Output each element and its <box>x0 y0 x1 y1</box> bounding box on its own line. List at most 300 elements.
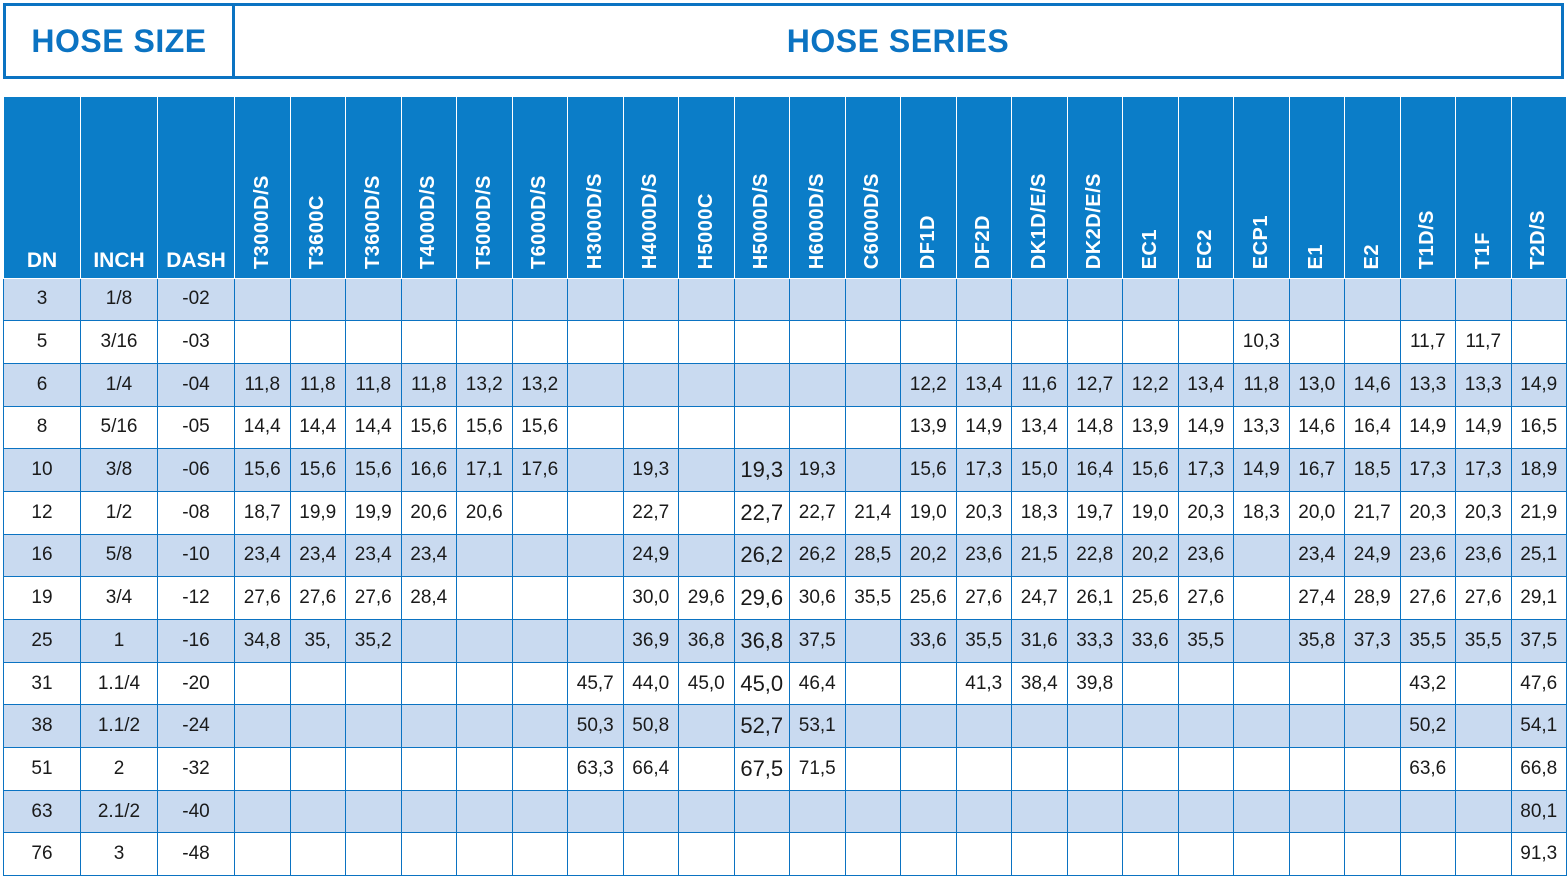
table-cell: 27,6 <box>956 577 1012 620</box>
table-cell <box>956 321 1012 364</box>
table-cell <box>401 321 457 364</box>
table-cell <box>1067 705 1123 748</box>
cell-dash: -24 <box>158 705 235 748</box>
table-cell <box>568 321 624 364</box>
table-cell: 14,9 <box>1511 363 1567 406</box>
table-cell: 35,5 <box>956 620 1012 663</box>
table-cell <box>235 321 291 364</box>
table-cell <box>235 278 291 321</box>
table-row <box>4 406 1567 449</box>
table-cell: 27,4 <box>1289 577 1345 620</box>
table-cell <box>901 662 957 705</box>
table-cell: 11,7 <box>1400 321 1456 364</box>
table-cell <box>568 534 624 577</box>
table-cell: 14,4 <box>290 406 346 449</box>
series-header-label: H5000C <box>694 193 717 270</box>
cell-inch: 3 <box>81 833 158 876</box>
column-header-series <box>901 97 957 278</box>
table-cell <box>568 790 624 833</box>
table-cell: 35, <box>290 620 346 663</box>
table-cell: 14,9 <box>1400 406 1456 449</box>
table-cell <box>457 705 513 748</box>
table-cell <box>1123 833 1179 876</box>
table-cell: 22,7 <box>623 491 679 534</box>
column-header-series <box>235 97 291 278</box>
column-header-series <box>1234 97 1290 278</box>
table-cell <box>568 577 624 620</box>
table-cell <box>734 278 790 321</box>
table-cell <box>1123 321 1179 364</box>
table-cell <box>1289 278 1345 321</box>
table-cell <box>623 833 679 876</box>
cell-dn: 19 <box>4 577 81 620</box>
column-header-dash: DASH <box>158 97 235 278</box>
table-cell <box>568 491 624 534</box>
table-cell <box>1511 321 1567 364</box>
table-cell <box>1234 577 1290 620</box>
table-cell: 11,8 <box>346 363 402 406</box>
column-header-series <box>1178 97 1234 278</box>
column-header-series <box>346 97 402 278</box>
table-cell: 28,9 <box>1345 577 1401 620</box>
table-cell <box>346 321 402 364</box>
table-cell: 27,6 <box>1178 577 1234 620</box>
table-cell: 18,9 <box>1511 449 1567 492</box>
table-cell <box>1400 278 1456 321</box>
table-cell: 27,6 <box>1456 577 1512 620</box>
table-cell <box>1289 790 1345 833</box>
table-cell: 15,6 <box>290 449 346 492</box>
table-cell <box>1289 662 1345 705</box>
table-cell: 30,0 <box>623 577 679 620</box>
series-header-label: H4000D/S <box>639 173 662 270</box>
table-cell <box>901 790 957 833</box>
table-cell <box>1234 748 1290 791</box>
table-cell: 43,2 <box>1400 662 1456 705</box>
table-cell: 23,4 <box>1289 534 1345 577</box>
cell-dash: -06 <box>158 449 235 492</box>
series-header-label: T1F <box>1471 232 1494 270</box>
table-cell <box>1012 833 1068 876</box>
table-row <box>4 833 1567 876</box>
series-header-label: T4000D/S <box>417 175 440 270</box>
table-cell <box>623 363 679 406</box>
series-header-label: E2 <box>1360 244 1383 270</box>
table-cell <box>512 321 568 364</box>
table-cell <box>1123 705 1179 748</box>
table-cell <box>457 833 513 876</box>
cell-dn: 38 <box>4 705 81 748</box>
table-cell: 47,6 <box>1511 662 1567 705</box>
table-cell: 19,0 <box>901 491 957 534</box>
title-bar <box>3 3 1564 79</box>
table-cell <box>1123 662 1179 705</box>
table-cell <box>623 406 679 449</box>
table-cell <box>346 748 402 791</box>
table-cell: 66,4 <box>623 748 679 791</box>
table-cell <box>679 491 735 534</box>
column-header-inch: INCH <box>81 97 158 278</box>
series-header-label: T1D/S <box>1416 210 1439 270</box>
table-cell: 30,6 <box>790 577 846 620</box>
cell-dn: 10 <box>4 449 81 492</box>
table-row <box>4 748 1567 791</box>
table-cell: 13,3 <box>1234 406 1290 449</box>
table-cell: 16,7 <box>1289 449 1345 492</box>
table-cell <box>457 577 513 620</box>
table-cell: 23,6 <box>1456 534 1512 577</box>
table-cell: 36,8 <box>734 620 790 663</box>
table-cell: 23,4 <box>346 534 402 577</box>
series-header-label: H5000D/S <box>750 173 773 270</box>
column-header-series <box>845 97 901 278</box>
table-cell: 17,3 <box>1400 449 1456 492</box>
table-cell: 17,1 <box>457 449 513 492</box>
series-header-label: T3000D/S <box>250 175 273 270</box>
table-cell: 15,6 <box>401 406 457 449</box>
table-cell: 17,6 <box>512 449 568 492</box>
column-header-series <box>1012 97 1068 278</box>
table-cell: 19,3 <box>623 449 679 492</box>
table-cell: 24,9 <box>623 534 679 577</box>
table-cell <box>790 278 846 321</box>
series-header-label: EC1 <box>1138 229 1161 270</box>
cell-dash: -32 <box>158 748 235 791</box>
column-header-series <box>734 97 790 278</box>
table-cell <box>1400 833 1456 876</box>
table-cell <box>845 406 901 449</box>
table-cell: 18,7 <box>235 491 291 534</box>
cell-dn: 16 <box>4 534 81 577</box>
table-cell <box>1123 278 1179 321</box>
table-cell: 11,8 <box>235 363 291 406</box>
table-cell: 36,8 <box>679 620 735 663</box>
table-cell <box>790 321 846 364</box>
table-cell <box>1345 705 1401 748</box>
table-cell <box>1067 833 1123 876</box>
cell-dash: -02 <box>158 278 235 321</box>
table-cell <box>623 278 679 321</box>
table-cell <box>956 705 1012 748</box>
table-cell: 45,0 <box>734 662 790 705</box>
table-cell: 19,3 <box>790 449 846 492</box>
table-cell <box>235 705 291 748</box>
cell-dash: -03 <box>158 321 235 364</box>
cell-dn: 5 <box>4 321 81 364</box>
table-cell <box>512 705 568 748</box>
table-cell: 14,8 <box>1067 406 1123 449</box>
table-row <box>4 278 1567 321</box>
table-row <box>4 363 1567 406</box>
series-header-label: E1 <box>1305 244 1328 270</box>
table-cell: 13,9 <box>1123 406 1179 449</box>
table-row <box>4 577 1567 620</box>
table-cell <box>901 321 957 364</box>
table-cell <box>1067 790 1123 833</box>
table-row <box>4 662 1567 705</box>
column-header-series <box>679 97 735 278</box>
cell-dash: -08 <box>158 491 235 534</box>
table-cell <box>1012 748 1068 791</box>
table-cell <box>1456 705 1512 748</box>
table-cell: 11,8 <box>290 363 346 406</box>
table-cell: 18,3 <box>1012 491 1068 534</box>
table-cell: 18,3 <box>1234 491 1290 534</box>
table-cell <box>457 321 513 364</box>
table-cell: 13,2 <box>512 363 568 406</box>
series-header-label: T2D/S <box>1527 210 1550 270</box>
table-cell <box>1456 833 1512 876</box>
table-cell <box>679 406 735 449</box>
table-cell <box>956 790 1012 833</box>
table-cell <box>845 705 901 748</box>
table-cell: 13,3 <box>1400 363 1456 406</box>
series-header-label: C6000D/S <box>861 173 884 270</box>
table-cell <box>1289 748 1345 791</box>
table-cell: 50,3 <box>568 705 624 748</box>
cell-dash: -40 <box>158 790 235 833</box>
table-cell <box>401 278 457 321</box>
table-cell: 36,9 <box>623 620 679 663</box>
table-cell: 21,9 <box>1511 491 1567 534</box>
column-header-series <box>790 97 846 278</box>
table-cell: 27,6 <box>290 577 346 620</box>
table-cell: 23,4 <box>235 534 291 577</box>
cell-dash: -20 <box>158 662 235 705</box>
table-cell: 24,7 <box>1012 577 1068 620</box>
table-cell <box>734 833 790 876</box>
table-cell: 50,8 <box>623 705 679 748</box>
table-cell <box>1345 321 1401 364</box>
table-cell: 23,4 <box>290 534 346 577</box>
table-cell <box>1178 790 1234 833</box>
table-cell: 14,6 <box>1345 363 1401 406</box>
table-cell: 15,0 <box>1012 449 1068 492</box>
table-cell <box>512 662 568 705</box>
table-cell <box>457 620 513 663</box>
table-cell <box>679 790 735 833</box>
table-cell: 20,3 <box>1400 491 1456 534</box>
table-cell <box>1123 790 1179 833</box>
table-cell <box>790 363 846 406</box>
table-cell <box>956 278 1012 321</box>
table-cell <box>1456 790 1512 833</box>
table-cell: 27,6 <box>235 577 291 620</box>
table-row <box>4 705 1567 748</box>
table-cell: 29,6 <box>734 577 790 620</box>
table-cell <box>346 833 402 876</box>
table-row <box>4 449 1567 492</box>
table-cell <box>401 620 457 663</box>
table-cell: 27,6 <box>346 577 402 620</box>
series-header-label: T6000D/S <box>528 175 551 270</box>
cell-inch: 2.1/2 <box>81 790 158 833</box>
table-cell <box>845 278 901 321</box>
table-cell: 14,4 <box>235 406 291 449</box>
table-cell <box>901 705 957 748</box>
table-cell <box>457 662 513 705</box>
table-cell <box>401 705 457 748</box>
table-cell <box>790 833 846 876</box>
hose-size-title: HOSE SIZE <box>6 6 235 76</box>
table-cell <box>1345 790 1401 833</box>
table-cell: 37,5 <box>1511 620 1567 663</box>
table-cell: 16,4 <box>1067 449 1123 492</box>
table-cell: 34,8 <box>235 620 291 663</box>
cell-dn: 8 <box>4 406 81 449</box>
table-cell: 20,0 <box>1289 491 1345 534</box>
hose-size-table <box>3 97 1567 876</box>
table-cell <box>512 278 568 321</box>
table-row <box>4 620 1567 663</box>
table-cell <box>1345 748 1401 791</box>
cell-dn: 63 <box>4 790 81 833</box>
table-cell: 63,6 <box>1400 748 1456 791</box>
table-cell <box>845 662 901 705</box>
table-cell <box>1178 321 1234 364</box>
table-cell: 23,6 <box>1178 534 1234 577</box>
table-cell: 21,5 <box>1012 534 1068 577</box>
cell-inch: 3/4 <box>81 577 158 620</box>
table-cell <box>1178 748 1234 791</box>
table-cell: 46,4 <box>790 662 846 705</box>
table-cell <box>1456 748 1512 791</box>
table-cell <box>568 278 624 321</box>
cell-dn: 25 <box>4 620 81 663</box>
table-cell: 15,6 <box>901 449 957 492</box>
table-cell <box>679 321 735 364</box>
table-cell <box>845 449 901 492</box>
table-cell: 35,5 <box>1400 620 1456 663</box>
table-cell <box>734 406 790 449</box>
cell-dn: 12 <box>4 491 81 534</box>
table-cell <box>679 449 735 492</box>
series-header-label: DK2D/E/S <box>1083 173 1106 270</box>
table-cell: 50,2 <box>1400 705 1456 748</box>
table-cell <box>290 790 346 833</box>
table-cell: 41,3 <box>956 662 1012 705</box>
table-cell: 14,6 <box>1289 406 1345 449</box>
table-cell <box>346 705 402 748</box>
table-cell: 13,3 <box>1456 363 1512 406</box>
table-cell: 25,6 <box>901 577 957 620</box>
table-cell <box>845 748 901 791</box>
table-cell <box>734 790 790 833</box>
column-header-series <box>568 97 624 278</box>
table-cell <box>679 534 735 577</box>
table-cell: 17,3 <box>1178 449 1234 492</box>
table-cell <box>1345 833 1401 876</box>
table-cell: 45,7 <box>568 662 624 705</box>
table-cell <box>845 363 901 406</box>
table-cell: 13,4 <box>956 363 1012 406</box>
table-cell: 20,2 <box>1123 534 1179 577</box>
table-cell: 23,4 <box>401 534 457 577</box>
column-header-series <box>457 97 513 278</box>
table-cell: 22,8 <box>1067 534 1123 577</box>
table-cell: 27,6 <box>1400 577 1456 620</box>
column-header-series <box>512 97 568 278</box>
table-cell <box>901 833 957 876</box>
table-cell <box>956 833 1012 876</box>
table-cell: 19,3 <box>734 449 790 492</box>
table-cell <box>623 321 679 364</box>
table-cell: 21,7 <box>1345 491 1401 534</box>
table-cell <box>401 833 457 876</box>
table-cell: 21,4 <box>845 491 901 534</box>
table-cell <box>401 662 457 705</box>
table-cell <box>512 790 568 833</box>
table-cell <box>1289 833 1345 876</box>
cell-inch: 1 <box>81 620 158 663</box>
table-cell: 44,0 <box>623 662 679 705</box>
table-cell: 26,1 <box>1067 577 1123 620</box>
table-cell <box>1345 662 1401 705</box>
cell-dn: 6 <box>4 363 81 406</box>
table-cell: 11,8 <box>401 363 457 406</box>
table-cell: 14,9 <box>956 406 1012 449</box>
table-cell <box>1234 620 1290 663</box>
table-cell <box>1234 278 1290 321</box>
column-header-series <box>1456 97 1512 278</box>
cell-inch: 5/8 <box>81 534 158 577</box>
table-cell <box>235 833 291 876</box>
table-cell: 12,2 <box>901 363 957 406</box>
table-body <box>4 278 1567 876</box>
table-cell: 14,9 <box>1178 406 1234 449</box>
table-cell: 11,8 <box>1234 363 1290 406</box>
table-cell <box>845 620 901 663</box>
table-cell: 22,7 <box>734 491 790 534</box>
table-cell: 52,7 <box>734 705 790 748</box>
cell-inch: 3/16 <box>81 321 158 364</box>
table-cell: 19,0 <box>1123 491 1179 534</box>
table-cell: 28,4 <box>401 577 457 620</box>
series-header-label: ECP1 <box>1249 215 1272 270</box>
cell-dn: 51 <box>4 748 81 791</box>
table-cell: 29,1 <box>1511 577 1567 620</box>
table-cell <box>956 748 1012 791</box>
table-row <box>4 534 1567 577</box>
table-cell: 91,3 <box>1511 833 1567 876</box>
table-cell <box>1400 790 1456 833</box>
table-cell <box>1456 662 1512 705</box>
table-cell <box>346 662 402 705</box>
table-cell <box>290 321 346 364</box>
table-cell: 14,4 <box>346 406 402 449</box>
table-cell <box>1067 748 1123 791</box>
cell-inch: 2 <box>81 748 158 791</box>
table-cell <box>1345 278 1401 321</box>
table-cell: 16,5 <box>1511 406 1567 449</box>
table-cell: 13,9 <box>901 406 957 449</box>
table-cell <box>679 748 735 791</box>
table-cell: 33,6 <box>901 620 957 663</box>
table-cell <box>512 534 568 577</box>
table-cell: 19,9 <box>346 491 402 534</box>
table-cell: 20,3 <box>1456 491 1512 534</box>
column-header-series <box>290 97 346 278</box>
series-header-label: H3000D/S <box>583 173 606 270</box>
cell-dash: -04 <box>158 363 235 406</box>
table-cell: 67,5 <box>734 748 790 791</box>
table-cell: 35,5 <box>1456 620 1512 663</box>
table-cell <box>290 748 346 791</box>
table-cell <box>679 705 735 748</box>
cell-inch: 5/16 <box>81 406 158 449</box>
table-cell: 11,7 <box>1456 321 1512 364</box>
table-cell: 12,2 <box>1123 363 1179 406</box>
